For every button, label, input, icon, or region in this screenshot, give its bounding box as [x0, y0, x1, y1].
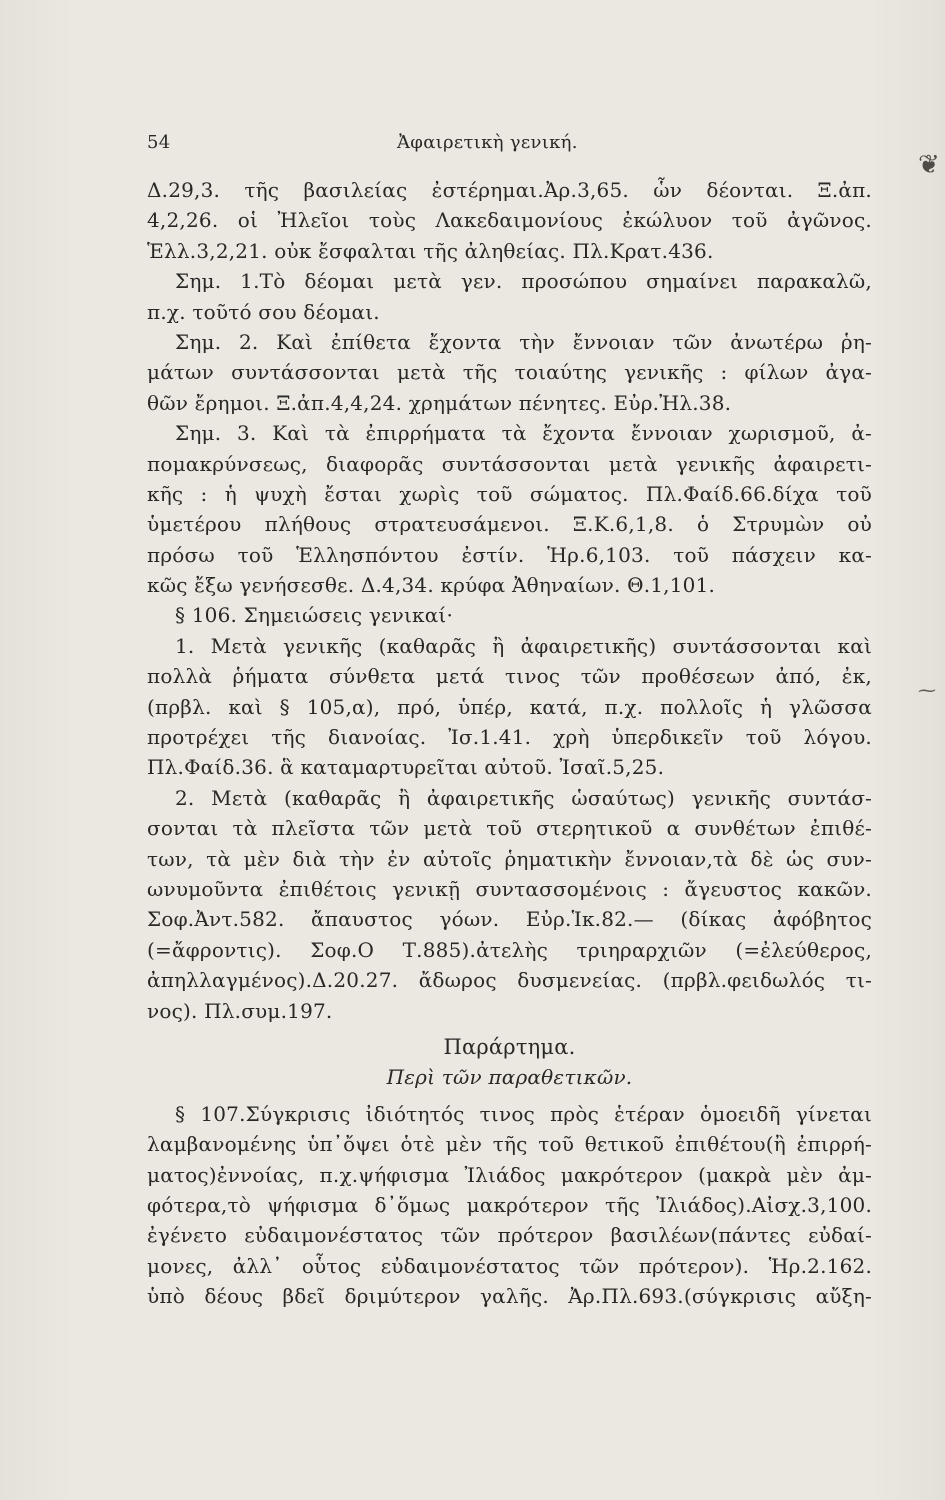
- section-106-heading: § 106. Σημειώσεις γενικαί·: [175, 603, 454, 628]
- page-number: 54: [147, 132, 171, 153]
- s106-p2-line-2: σονται τὰ πλεῖστα τῶν μετὰ τοῦ στερητικοῦ α συνθέτων ἐπιθέ-: [147, 816, 872, 841]
- s107-line-2: λαμβανομένης ὑπ᾽ὄψει ὁτὲ μὲν τῆς τοῦ θετικοῦ ἐπιθέτου(ἢ ἐπιρρή-: [147, 1132, 872, 1157]
- s107-line-6: μονες, ἀλλ᾽ οὗτος εὐδαιμονέστατος τῶν πρότερον). Ἡρ.2.162.: [147, 1253, 872, 1278]
- running-title: Ἀφαιρετικὴ γενική.: [397, 132, 578, 153]
- note-3-line-1: Σημ. 3. Καὶ τὰ ἐπιρρήματα τὰ ἔχοντα ἔννοιαν χωρισμοῦ, ἀ-: [175, 421, 872, 446]
- s106-p2-line-8: νος). Πλ.συμ.197.: [147, 998, 333, 1023]
- note-2-line-3: θῶν ἔρημοι. Ξ.ἀπ.4,4,24. χρημάτων πένητες. Εὐρ.Ἠλ.38.: [147, 390, 732, 415]
- s106-p1-line-1: 1. Μετὰ γενικῆς (καθαρᾶς ἢ ἀφαιρετικῆς) συντάσσονται καὶ: [175, 633, 872, 658]
- text-line-3: Ἑλλ.3,2,21. οὐκ ἔσφαλται τῆς ἀληθείας. Πλ.Κρατ.436.: [147, 238, 714, 263]
- s106-p1-line-5: Πλ.Φαίδ.36. ἃ καταμαρτυρεῖται αὐτοῦ. Ἰσαῖ.5,25.: [147, 755, 665, 780]
- note-1-line-1: Σημ. 1.Τὸ δέομαι μετὰ γεν. προσώπου σημαίνει παρακαλῶ,: [175, 269, 872, 294]
- note-3-line-3: κῆς : ἡ ψυχὴ ἔσται χωρὶς τοῦ σώματος. Πλ.Φαίδ.66.δίχα τοῦ: [147, 481, 872, 506]
- s107-line-4: φότερα,τὸ ψήφισμα δ᾽ὅμως μακρότερον τῆς Ἰλιάδος).Αἰσχ.3,100.: [147, 1192, 872, 1217]
- s106-p1-line-3: (πρβλ. καὶ § 105,α), πρό, ὑπέρ, κατά, π.χ. πολλοῖς ἡ γλῶσσα: [147, 694, 872, 719]
- note-3-line-2: πομακρύνσεως, διαφορᾶς συντάσσονται μετὰ γενικῆς ἀφαιρετι-: [147, 451, 872, 476]
- appendix-title: Παράρτημα.: [443, 1034, 576, 1059]
- note-1-line-2: π.χ. τοῦτό σου δέομαι.: [147, 299, 380, 324]
- body-text: [147, 175, 872, 1311]
- s106-p2-line-1: 2. Μετὰ (καθαρᾶς ἢ ἀφαιρετικῆς ὡσαύτως) γενικῆς συντάσ-: [175, 785, 872, 810]
- s107-line-7: ὑπὸ δέους βδεῖ δριμύτερον γαλῆς. Ἀρ.Πλ.693.(σύγκρισις αὔξη-: [147, 1284, 872, 1309]
- note-3-line-6: κῶς ἔξω γενήσεσθε. Δ.4,34. κρύφα Ἀθηναίων. Θ.1,101.: [147, 573, 716, 598]
- note-3-line-4: ὑμετέρου πλήθους στρατευσάμενοι. Ξ.Κ.6,1,8. ὁ Στρυμὼν οὐ: [147, 512, 872, 537]
- s106-p2-line-4: ωνυμοῦντα ἐπιθέτοις γενικῇ συντασσομένοις : ἄγευστος κακῶν.: [147, 876, 872, 901]
- note-2-line-1: Σημ. 2. Καὶ ἐπίθετα ἔχοντα τὴν ἔννοιαν τῶν ἀνωτέρω ῥη-: [175, 329, 872, 354]
- s107-line-3: ματος)ἐννοίας, π.χ.ψήφισμα Ἰλιάδος μακρότερον (μακρὰ μὲν ἀμ-: [147, 1162, 872, 1187]
- s107-line-1: § 107.Σύγκρισις ἰδιότητός τινος πρὸς ἑτέραν ὁμοειδῆ γίνεται: [175, 1101, 872, 1126]
- appendix-subtitle: Περὶ τῶν παραθετικῶν.: [386, 1065, 633, 1090]
- s106-p1-line-2: πολλὰ ῥήματα σύνθετα μετά τινος τῶν προθέσεων ἀπό, ἐκ,: [147, 664, 872, 689]
- text-line-2: 4,2,26. οἱ Ἠλεῖοι τοὺς Λακεδαιμονίους ἐκώλυον τοῦ ἀγῶνος.: [147, 208, 872, 233]
- s106-p2-line-5: Σοφ.Ἀντ.582. ἄπαυστος γόων. Εὐρ.Ἱκ.82.— (δίκας ἀφόβητος: [147, 907, 872, 932]
- note-2-line-2: μάτων συντάσσονται μετὰ τῆς τοιαύτης γενικῆς : φίλων ἀγα-: [147, 360, 872, 385]
- s106-p2-line-3: των, τὰ μὲν διὰ τὴν ἐν αὐτοῖς ῥηματικὴν ἔννοιαν,τὰ δὲ ὡς συν-: [147, 846, 872, 871]
- margin-ink-mark-lower: ⁓: [918, 680, 936, 701]
- text-line-1: Δ.29,3. τῆς βασιλείας ἐστέρημαι.Ἀρ.3,65. ὧν δέονται. Ξ.ἀπ.: [147, 178, 872, 202]
- note-3-line-5: πρόσω τοῦ Ἑλλησπόντου ἐστίν. Ἡρ.6,103. τοῦ πάσχειν κα-: [147, 542, 872, 567]
- margin-ink-mark: ❦: [918, 150, 940, 180]
- s106-p2-line-7: ἀπηλλαγμένος).Δ.20.27. ἄδωρος δυσμενείας. (πρβλ.φειδωλός τι-: [147, 968, 872, 993]
- s106-p1-line-4: προτρέχει τῆς διανοίας. Ἰσ.1.41. χρὴ ὑπερδικεῖν τοῦ λόγου.: [147, 725, 872, 750]
- page-header: [147, 132, 757, 158]
- s106-p2-line-6: (=ἄφροντις). Σοφ.Ο Τ.885).ἀτελὴς τριηραρχιῶν (=ἐλεύθερος,: [147, 937, 872, 962]
- s107-line-5: ἐγένετο εὐδαιμονέστατος τῶν πρότερον βασιλέων(πάντες εὐδαί-: [147, 1223, 872, 1248]
